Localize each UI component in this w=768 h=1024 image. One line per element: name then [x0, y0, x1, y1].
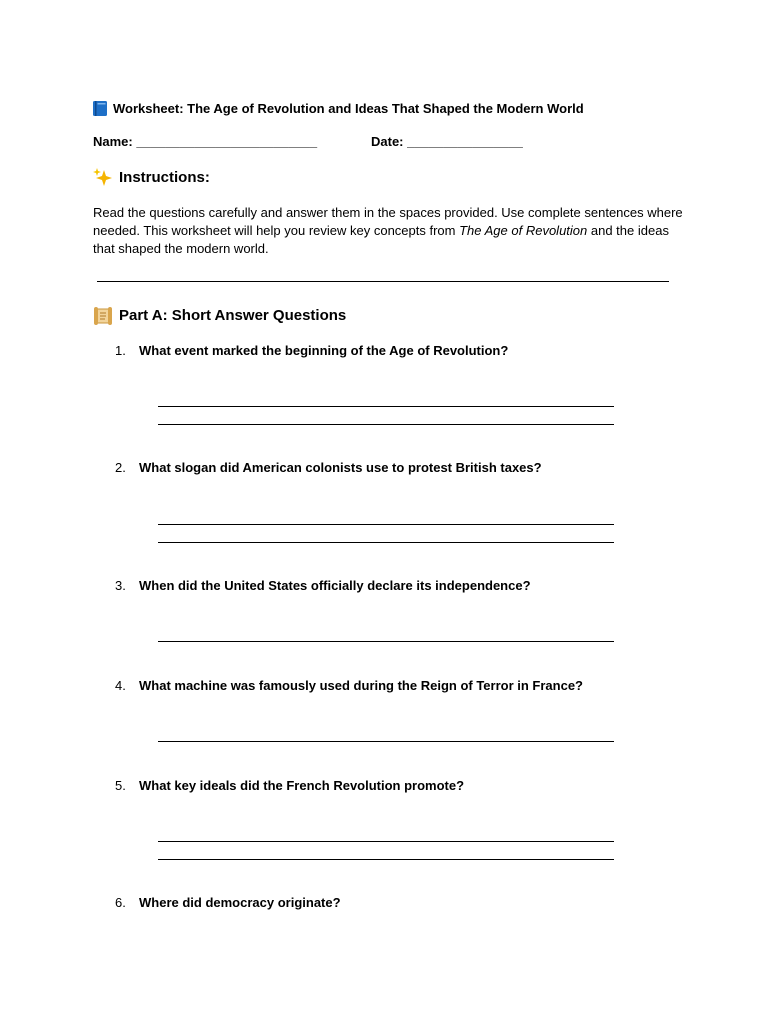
question-2 [115, 460, 542, 475]
name-blank[interactable]: _________________________ [136, 134, 318, 149]
date-blank[interactable]: ________________ [407, 134, 523, 149]
section-divider [97, 281, 669, 282]
date-field[interactable] [371, 134, 523, 149]
blue-book-icon [93, 101, 107, 116]
answer-line-2b[interactable] [158, 542, 614, 543]
answer-line-4a[interactable] [158, 741, 614, 742]
part-a-heading [93, 306, 346, 324]
question-text: When did the United States officially declare its independence? [139, 578, 531, 593]
question-text: What key ideals did the French Revolution promote? [139, 778, 465, 793]
question-text: What event marked the beginning of the Age of Revolution? [139, 343, 509, 358]
answer-line-2a[interactable] [158, 524, 614, 525]
question-text: What slogan did American colonists use to protest British taxes? [139, 460, 542, 475]
answer-line-5a[interactable] [158, 841, 614, 842]
question-text: What machine was famously used during the Reign of Terror in France? [139, 678, 583, 693]
instructions-text-before: Read the questions carefully and answer them in the spaces provided. Use complete sentences where needed. This worksheet will help you review key concepts from [93, 205, 683, 238]
scroll-icon [93, 306, 113, 324]
date-label: Date: [371, 134, 408, 149]
name-field[interactable] [93, 134, 317, 149]
worksheet-title [93, 101, 584, 116]
question-5 [115, 778, 464, 793]
instructions-heading [93, 168, 210, 186]
answer-line-5b[interactable] [158, 859, 614, 860]
part-a-heading-text: Part A: Short Answer Questions [119, 306, 347, 324]
instructions-book-title: The Age of Revolution [459, 223, 588, 238]
instructions-paragraph [93, 204, 683, 258]
question-number: 3. [115, 578, 126, 593]
question-6 [115, 895, 341, 910]
worksheet-title-text: Worksheet: The Age of Revolution and Ideas That Shaped the Modern World [113, 101, 584, 116]
answer-line-1a[interactable] [158, 406, 614, 407]
question-1 [115, 343, 508, 358]
question-number: 6. [115, 895, 126, 910]
question-number: 1. [115, 343, 126, 358]
answer-line-3a[interactable] [158, 641, 614, 642]
instructions-text-after: and the ideas that shaped the modern world. [93, 223, 669, 256]
question-number: 4. [115, 678, 126, 693]
question-text: Where did democracy originate? [139, 895, 341, 910]
instructions-heading-text: Instructions: [119, 168, 210, 186]
sparkles-icon [93, 168, 113, 186]
question-3 [115, 578, 531, 593]
question-4 [115, 678, 583, 693]
name-label: Name: [93, 134, 137, 149]
question-number: 2. [115, 460, 126, 475]
answer-line-1b[interactable] [158, 424, 614, 425]
question-number: 5. [115, 778, 126, 793]
